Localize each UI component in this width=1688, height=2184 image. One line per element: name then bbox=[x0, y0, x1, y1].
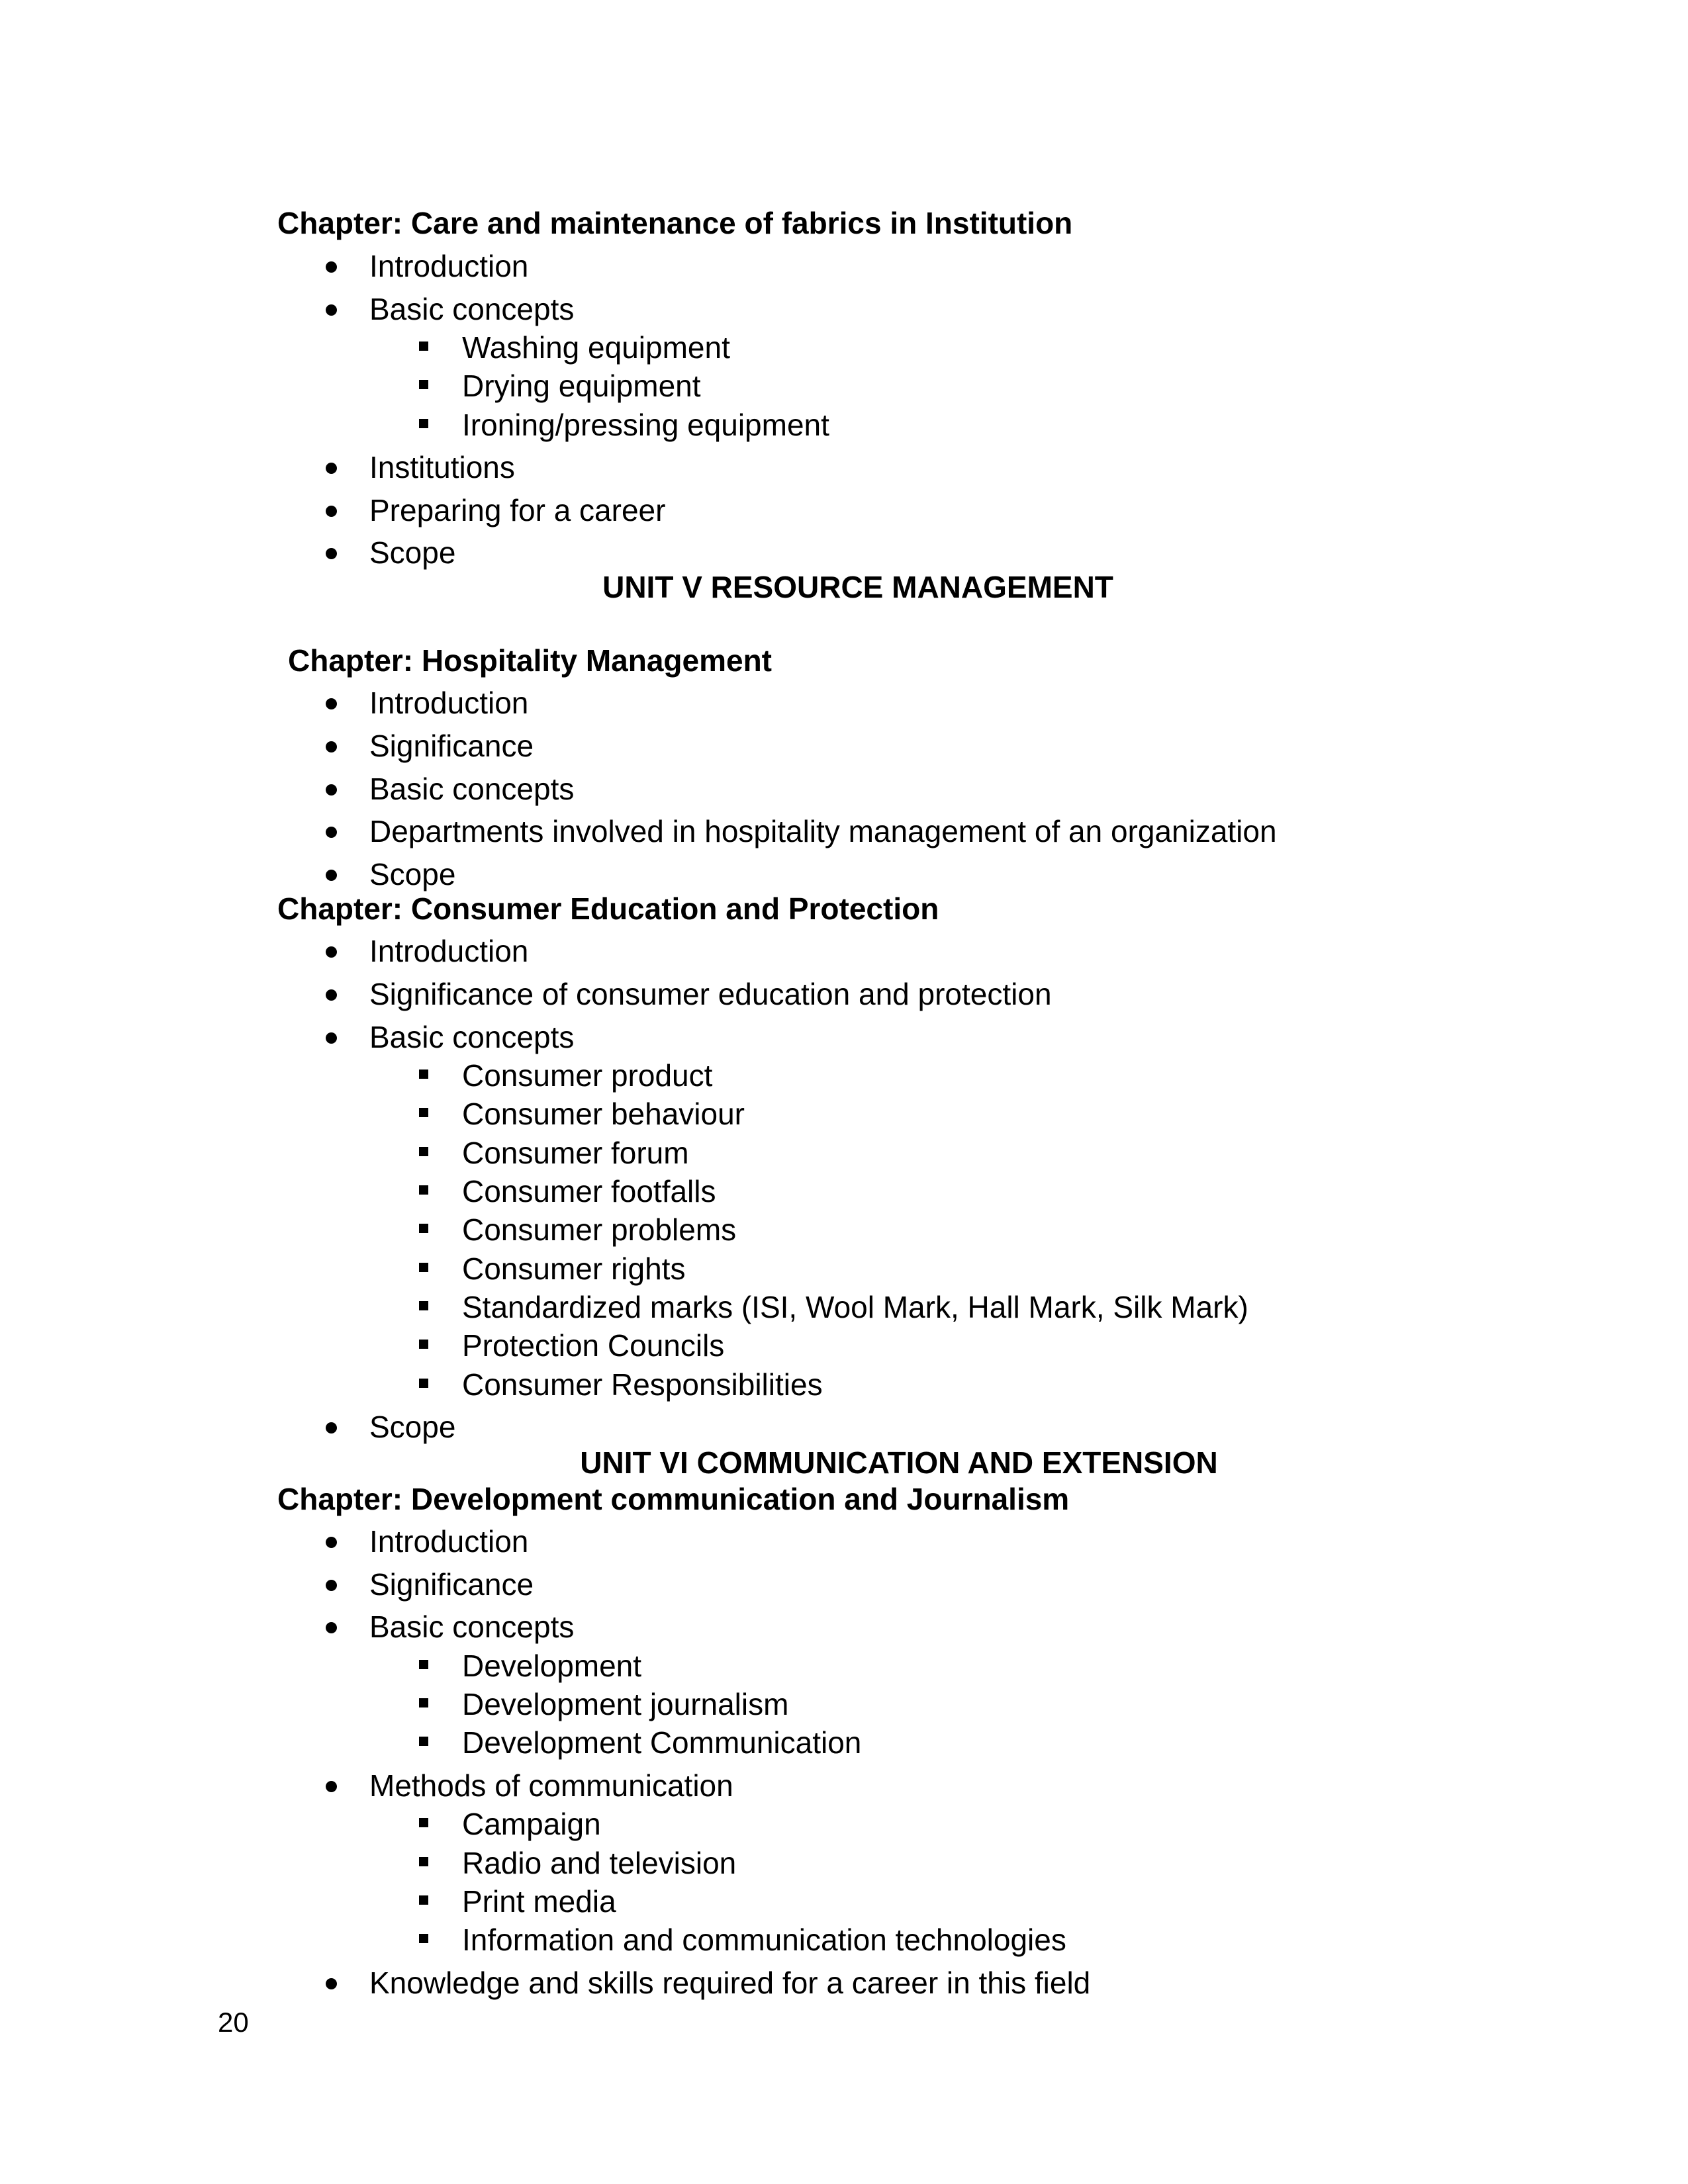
list-item: Methods of communication bbox=[369, 1768, 733, 1803]
list-item: Introduction bbox=[369, 1524, 529, 1559]
square-bullet-icon bbox=[419, 1895, 428, 1905]
bullet-dot-icon bbox=[326, 1622, 337, 1633]
sub-list-item: Consumer forum bbox=[462, 1136, 689, 1170]
sub-list-item: Information and communication technologies bbox=[462, 1923, 1066, 1957]
list-item: Departments involved in hospitality management of an organization bbox=[369, 814, 1277, 848]
sub-list-item: Development journalism bbox=[462, 1687, 789, 1721]
bullet-dot-icon bbox=[326, 784, 337, 796]
square-bullet-icon bbox=[419, 1185, 428, 1195]
list-item: Scope bbox=[369, 1410, 456, 1444]
list-item: Significance bbox=[369, 729, 534, 763]
list-item: Preparing for a career bbox=[369, 493, 666, 527]
square-bullet-icon bbox=[419, 1737, 428, 1746]
square-bullet-icon bbox=[419, 1069, 428, 1079]
list-item: Significance bbox=[369, 1567, 534, 1602]
list-item: Significance of consumer education and protection bbox=[369, 977, 1052, 1011]
sub-list-item: Washing equipment bbox=[462, 330, 730, 365]
square-bullet-icon bbox=[419, 1301, 428, 1310]
sub-list-item: Consumer product bbox=[462, 1058, 713, 1093]
bullet-dot-icon bbox=[326, 1422, 337, 1433]
bullet-dot-icon bbox=[326, 870, 337, 881]
sub-list-item: Drying equipment bbox=[462, 369, 701, 403]
page-number: 20 bbox=[218, 2007, 249, 2038]
list-item: Knowledge and skills required for a career in this field bbox=[369, 1966, 1091, 2000]
bullet-dot-icon bbox=[326, 1032, 337, 1044]
square-bullet-icon bbox=[419, 1857, 428, 1866]
square-bullet-icon bbox=[419, 1379, 428, 1388]
bullet-dot-icon bbox=[326, 261, 337, 273]
sub-list-item: Development Communication bbox=[462, 1725, 862, 1760]
bullet-dot-icon bbox=[326, 946, 337, 958]
list-item: Basic concepts bbox=[369, 1610, 575, 1644]
bullet-dot-icon bbox=[326, 506, 337, 517]
square-bullet-icon bbox=[419, 1224, 428, 1233]
sub-list-item: Consumer behaviour bbox=[462, 1097, 745, 1131]
square-bullet-icon bbox=[419, 1698, 428, 1707]
bullet-dot-icon bbox=[326, 548, 337, 559]
bullet-dot-icon bbox=[326, 827, 337, 838]
sub-list-item: Protection Councils bbox=[462, 1328, 725, 1363]
list-item: Introduction bbox=[369, 934, 529, 968]
list-item: Basic concepts bbox=[369, 772, 575, 806]
sub-list-item: Consumer rights bbox=[462, 1251, 686, 1286]
sub-list-item: Development bbox=[462, 1649, 642, 1683]
bullet-dot-icon bbox=[326, 698, 337, 709]
list-item: Introduction bbox=[369, 686, 529, 720]
square-bullet-icon bbox=[419, 419, 428, 428]
list-item: Scope bbox=[369, 857, 456, 891]
sub-list-item: Consumer Responsibilities bbox=[462, 1367, 823, 1402]
unit-heading: UNIT VI COMMUNICATION AND EXTENSION bbox=[580, 1445, 1218, 1480]
square-bullet-icon bbox=[419, 1660, 428, 1669]
chapter-heading: Chapter: Development communication and Journalism bbox=[277, 1482, 1070, 1516]
list-item: Basic concepts bbox=[369, 292, 575, 326]
bullet-dot-icon bbox=[326, 1978, 337, 1989]
sub-list-item: Consumer problems bbox=[462, 1212, 737, 1247]
list-item: Introduction bbox=[369, 249, 529, 283]
bullet-dot-icon bbox=[326, 1537, 337, 1548]
square-bullet-icon bbox=[419, 1340, 428, 1349]
chapter-heading: Chapter: Consumer Education and Protection bbox=[277, 891, 939, 926]
square-bullet-icon bbox=[419, 1818, 428, 1827]
sub-list-item: Ironing/pressing equipment bbox=[462, 408, 829, 442]
square-bullet-icon bbox=[419, 341, 428, 351]
list-item: Institutions bbox=[369, 450, 515, 484]
sub-list-item: Print media bbox=[462, 1884, 616, 1919]
sub-list-item: Radio and television bbox=[462, 1846, 737, 1880]
chapter-heading: Chapter: Care and maintenance of fabrics in Institution bbox=[277, 206, 1073, 240]
bullet-dot-icon bbox=[326, 304, 337, 316]
bullet-dot-icon bbox=[326, 463, 337, 474]
list-item: Scope bbox=[369, 535, 456, 570]
square-bullet-icon bbox=[419, 1108, 428, 1117]
unit-heading: UNIT V RESOURCE MANAGEMENT bbox=[602, 570, 1113, 604]
square-bullet-icon bbox=[419, 1147, 428, 1156]
list-item: Basic concepts bbox=[369, 1020, 575, 1054]
sub-list-item: Standardized marks (ISI, Wool Mark, Hall Mark, Silk Mark) bbox=[462, 1290, 1248, 1324]
sub-list-item: Consumer footfalls bbox=[462, 1174, 716, 1208]
bullet-dot-icon bbox=[326, 989, 337, 1001]
bullet-dot-icon bbox=[326, 741, 337, 752]
square-bullet-icon bbox=[419, 1934, 428, 1943]
chapter-heading: Chapter: Hospitality Management bbox=[288, 643, 772, 678]
sub-list-item: Campaign bbox=[462, 1807, 601, 1841]
square-bullet-icon bbox=[419, 380, 428, 389]
bullet-dot-icon bbox=[326, 1781, 337, 1792]
bullet-dot-icon bbox=[326, 1580, 337, 1591]
square-bullet-icon bbox=[419, 1263, 428, 1272]
